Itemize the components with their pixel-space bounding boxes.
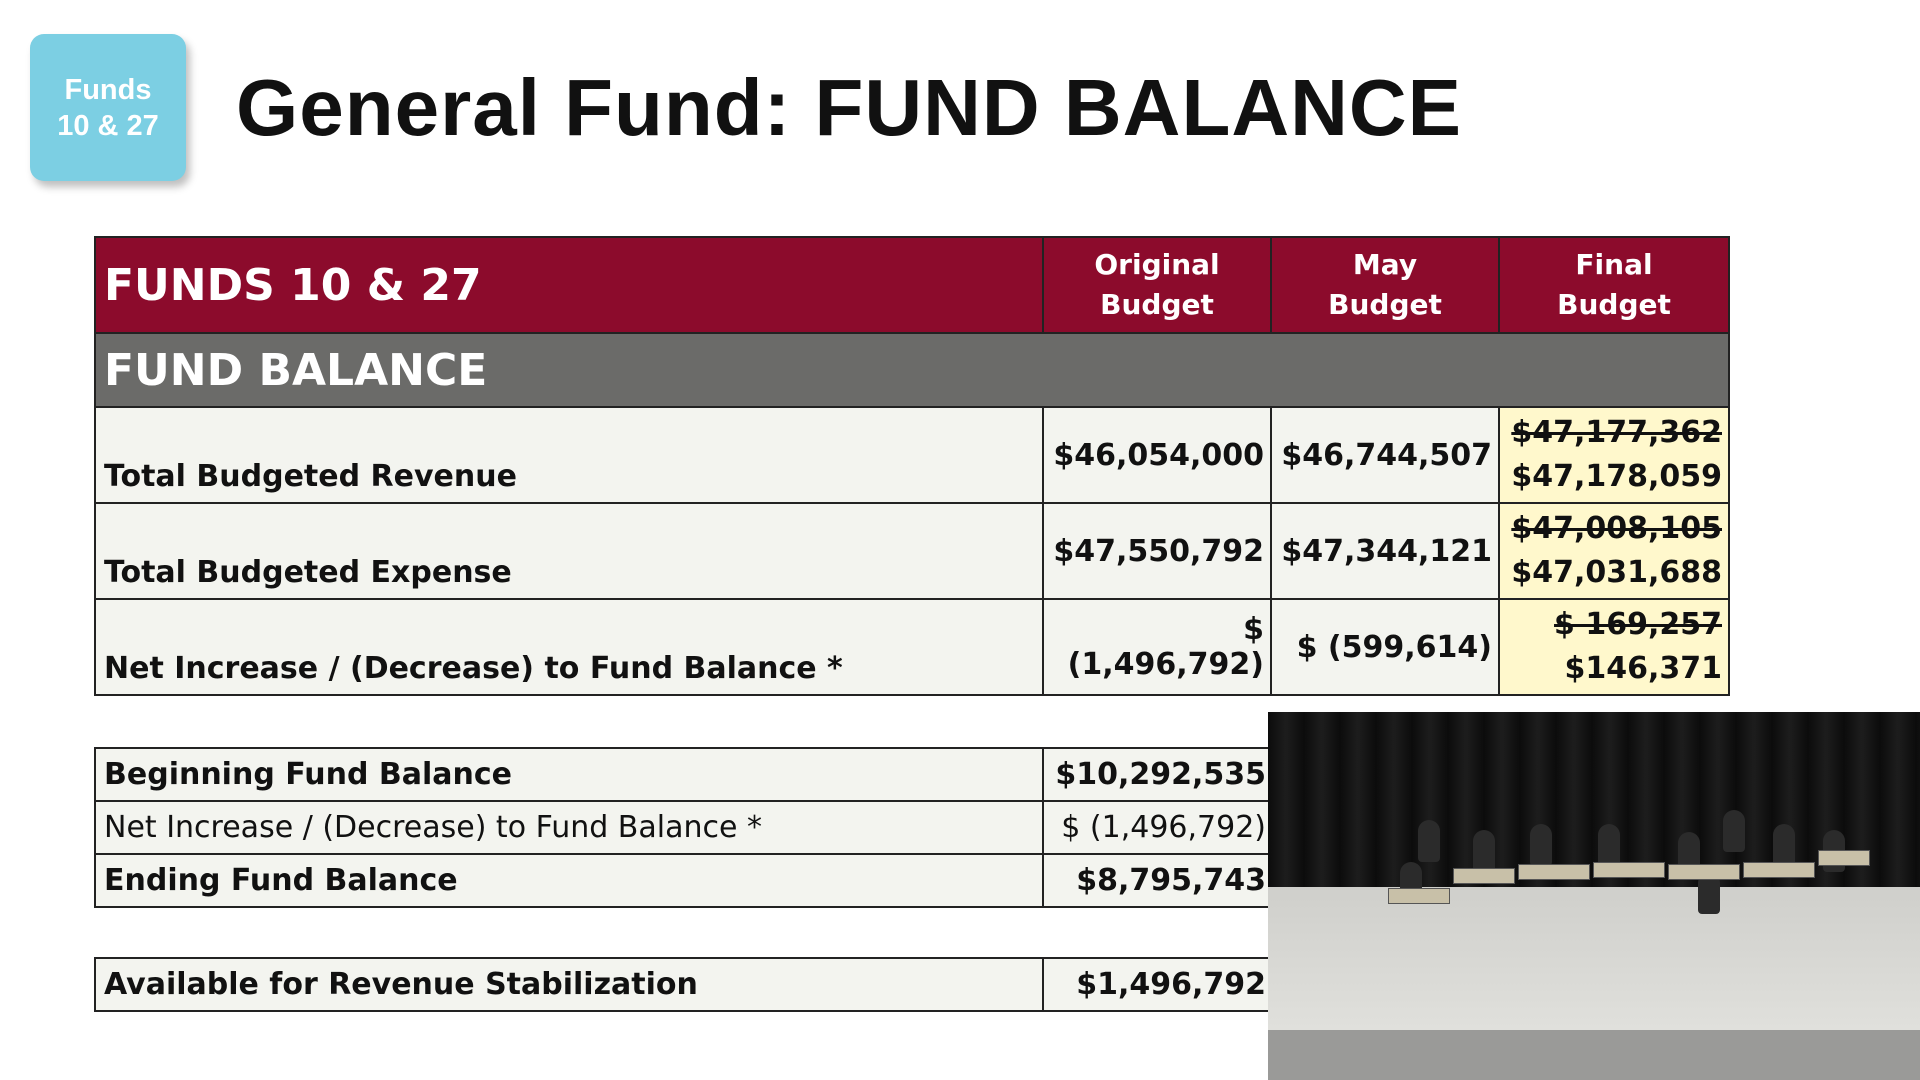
table-row xyxy=(95,407,1729,503)
table-row xyxy=(95,599,1729,695)
beginning-balance-label: Beginning Fund Balance xyxy=(95,748,1043,801)
final-budget-struck-value: $ 169,257 xyxy=(1554,607,1722,642)
meeting-desk xyxy=(1668,864,1740,880)
meeting-participant xyxy=(1473,830,1495,872)
table-row xyxy=(95,801,1273,854)
column-header-original-line1: Original xyxy=(1094,248,1220,281)
balance-summary-table xyxy=(94,747,1274,908)
column-header-may-line1: May xyxy=(1352,248,1418,281)
badge-line-2: 10 & 27 xyxy=(57,109,159,142)
meeting-participant xyxy=(1723,810,1745,852)
meeting-participant xyxy=(1418,820,1440,862)
table-header-title: FUNDS 10 & 27 xyxy=(95,237,1043,333)
net-change-label: Net Increase / (Decrease) to Fund Balance * xyxy=(95,801,1043,854)
fund-balance-table xyxy=(94,236,1730,696)
available-value: $1,496,792 xyxy=(1043,958,1273,1011)
final-budget-cell xyxy=(1499,599,1729,695)
final-budget-struck-value: $47,008,105 xyxy=(1511,511,1722,546)
revenue-stabilization-table xyxy=(94,957,1274,1012)
page-title: General Fund: FUND BALANCE xyxy=(236,63,1462,152)
final-budget-value: $146,371 xyxy=(1564,651,1722,686)
final-budget-cell xyxy=(1499,407,1729,503)
meeting-participant xyxy=(1773,824,1795,866)
stage-curtain xyxy=(1268,712,1920,912)
meeting-participant xyxy=(1598,824,1620,866)
badge-line-1: Funds xyxy=(64,73,152,106)
table-row xyxy=(95,503,1729,599)
ending-balance-value: $8,795,743 xyxy=(1043,854,1273,907)
available-label: Available for Revenue Stabilization xyxy=(95,958,1043,1011)
row-label: Net Increase / (Decrease) to Fund Balance * xyxy=(95,599,1043,695)
meeting-desk xyxy=(1388,888,1450,904)
table-row xyxy=(95,854,1273,907)
column-header-original xyxy=(1043,237,1271,333)
column-header-final-line2: Budget xyxy=(1557,288,1671,321)
table-row xyxy=(95,748,1273,801)
meeting-video-feed[interactable] xyxy=(1268,712,1920,1080)
meeting-desk xyxy=(1593,862,1665,878)
section-title: FUND BALANCE xyxy=(95,333,1729,407)
column-header-final xyxy=(1499,237,1729,333)
column-header-may-line2: Budget xyxy=(1328,288,1442,321)
may-budget-value: $46,744,507 xyxy=(1271,407,1499,503)
column-header-original-line2: Budget xyxy=(1100,288,1214,321)
may-budget-value: $ (599,614) xyxy=(1271,599,1499,695)
funds-badge xyxy=(30,34,186,181)
row-label: Total Budgeted Revenue xyxy=(95,407,1043,503)
net-change-value: $ (1,496,792) xyxy=(1043,801,1273,854)
original-budget-value: $47,550,792 xyxy=(1043,503,1271,599)
original-budget-value: $ (1,496,792) xyxy=(1043,599,1271,695)
table-row xyxy=(95,958,1273,1011)
meeting-desk xyxy=(1518,864,1590,880)
column-header-final-line1: Final xyxy=(1575,248,1653,281)
meeting-desk xyxy=(1743,862,1815,878)
column-header-may xyxy=(1271,237,1499,333)
final-budget-value: $47,031,688 xyxy=(1511,555,1722,590)
meeting-desk xyxy=(1818,850,1870,866)
final-budget-struck-value: $47,177,362 xyxy=(1511,415,1722,450)
may-budget-value: $47,344,121 xyxy=(1271,503,1499,599)
stage-edge xyxy=(1268,1030,1920,1080)
table-header-row xyxy=(95,237,1729,333)
beginning-balance-value: $10,292,535 xyxy=(1043,748,1273,801)
section-header-row xyxy=(95,333,1729,407)
final-budget-value: $47,178,059 xyxy=(1511,459,1722,494)
final-budget-cell xyxy=(1499,503,1729,599)
meeting-participant xyxy=(1530,824,1552,866)
ending-balance-label: Ending Fund Balance xyxy=(95,854,1043,907)
row-label: Total Budgeted Expense xyxy=(95,503,1043,599)
original-budget-value: $46,054,000 xyxy=(1043,407,1271,503)
meeting-desk xyxy=(1453,868,1515,884)
